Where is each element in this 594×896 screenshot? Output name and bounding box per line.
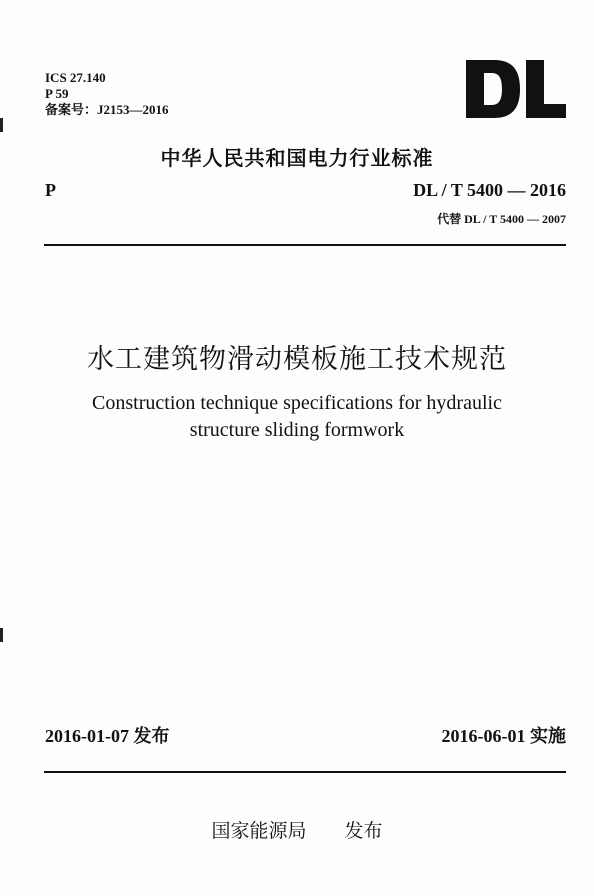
issue-date-block — [45, 722, 170, 748]
replaces-code — [437, 210, 566, 227]
issue-date: 2016-01-07 — [45, 726, 129, 746]
dl-logo — [464, 58, 568, 120]
chinese-title: 水工建筑物滑动模板施工技术规范 — [87, 344, 507, 375]
classification-code: P 59 — [45, 86, 69, 101]
class-letter: P — [45, 180, 56, 200]
footer-divider — [44, 771, 566, 773]
english-title-line-2: structure sliding formwork — [189, 419, 405, 441]
standard-category-title: 中华人民共和国电力行业标准 — [160, 146, 434, 170]
ics-code: ICS 27.140 — [45, 70, 106, 85]
implementation-label: 实施 — [530, 726, 566, 747]
scan-edge-mark — [0, 118, 3, 132]
publisher-name: 国家能源局 — [211, 820, 307, 842]
scan-edge-mark — [0, 628, 3, 642]
implementation-date-block — [442, 722, 567, 748]
publisher-block — [0, 816, 594, 843]
dl-logo-mark — [466, 60, 566, 118]
standard-code: DL / T 5400 — 2016 — [413, 180, 566, 200]
filing-number: 备案号：J2153—2016 — [45, 102, 169, 117]
english-title-line-1: Construction technique specifications for hydraulic — [92, 392, 502, 414]
metadata-block — [45, 70, 169, 118]
header-divider — [44, 244, 566, 246]
implementation-date: 2016-06-01 — [441, 726, 526, 746]
issue-label: 发布 — [133, 726, 170, 747]
english-title — [0, 390, 594, 444]
replaces-text: 代替 DL / T 5400 — 2007 — [437, 212, 566, 226]
publisher-label: 发布 — [344, 820, 383, 842]
